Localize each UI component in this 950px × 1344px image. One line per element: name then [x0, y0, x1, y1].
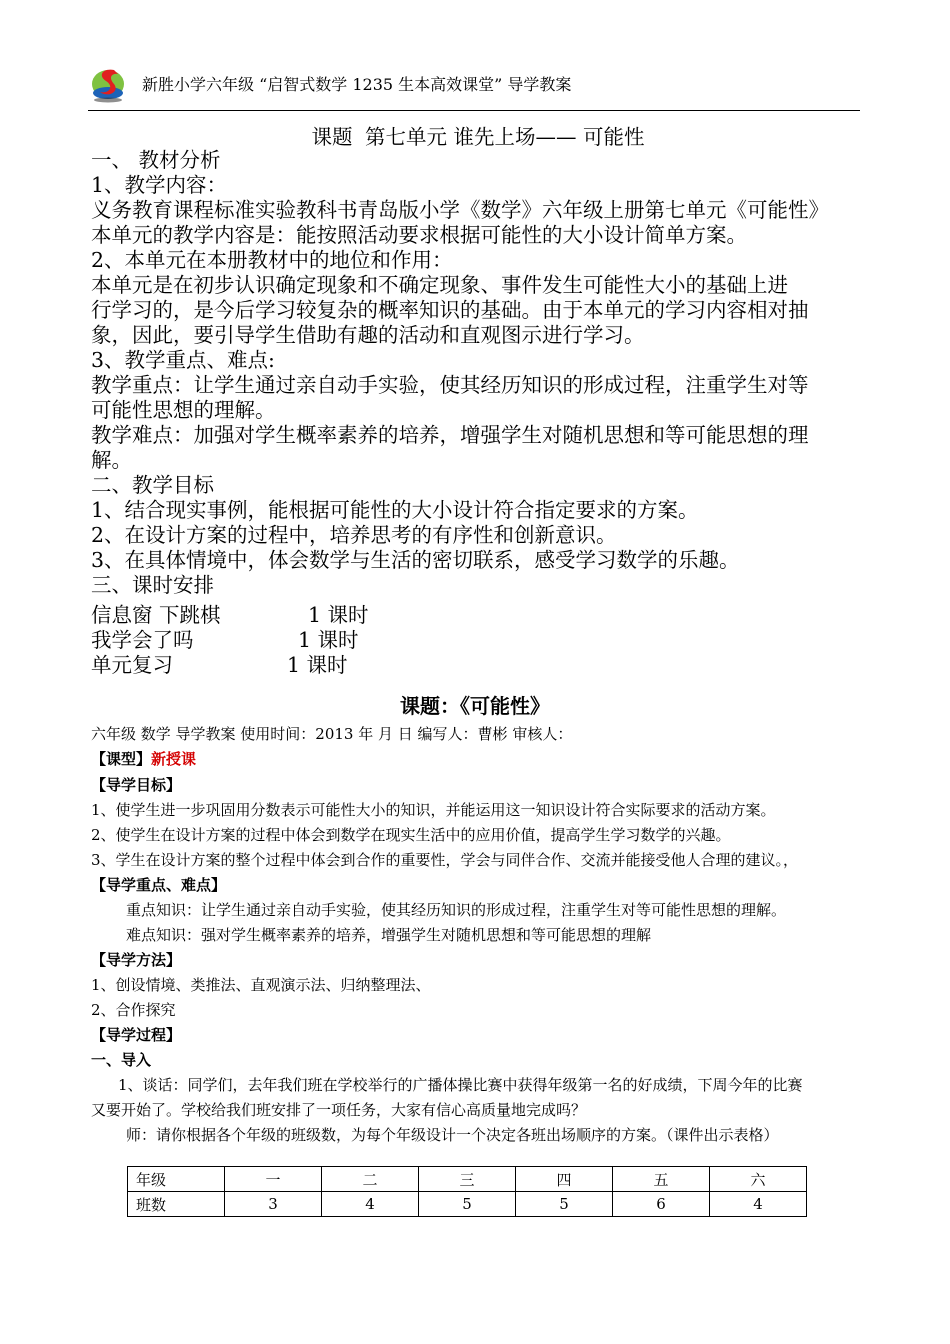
- table-cell: 3: [225, 1192, 322, 1217]
- text-line: 2、在设计方案的过程中，培养思考的有序性和创新意识。: [91, 523, 617, 547]
- goal-line: 3、学生在设计方案的整个过程中体会到合作的重要性，学会与同伴合作、交流并能接受他人合理的建议。，: [91, 851, 799, 869]
- table-cell: 一: [225, 1167, 322, 1192]
- lesson-type-label: 【课型】: [91, 750, 152, 768]
- schedule-item: 我学会了吗: [91, 628, 194, 652]
- text-line: 教学重点：让学生通过亲自动手实验，使其经历知识的形成过程，注重学生对等: [91, 373, 809, 397]
- header-text: 新胜小学六年级 “启智式数学 1235 生本高效课堂” 导学教案: [142, 75, 572, 94]
- intro-line: 师：请你根据各个年级的班级数，为每个年级设计一个决定各班出场顺序的方案。（课件出示表格）: [126, 1126, 779, 1144]
- goal-line: 1、使学生进一步巩固用分数表示可能性大小的知识，并能运用这一知识设计符合实际要求的活动方案。: [91, 801, 776, 819]
- process-heading: 【导学过程】: [91, 1026, 182, 1044]
- table-cell: 4: [710, 1192, 807, 1217]
- text-line: 1、结合现实事例，能根据可能性的大小设计符合指定要求的方案。: [91, 498, 699, 522]
- table-cell: 年级: [128, 1167, 225, 1192]
- text-line: 3、教学重点、难点:: [91, 348, 275, 372]
- text-line: 3、在具体情境中，体会数学与生活的密切联系，感受学习数学的乐趣。: [91, 548, 740, 572]
- methods-heading: 【导学方法】: [91, 951, 182, 969]
- table-row: [128, 1167, 807, 1192]
- lesson2-meta: 六年级 数学 导学教案 使用时间：2013 年 月 日 编写人：曹彬 审核人：: [91, 725, 573, 743]
- key-point-line: 重点知识：让学生通过亲自动手实验，使其经历知识的形成过程，注重学生对等可能性思想的理解。: [126, 901, 787, 919]
- lesson-type-row: [91, 748, 196, 769]
- lesson-type-value: 新授课: [151, 750, 197, 768]
- lesson2-title: 课题：《可能性》: [400, 694, 550, 718]
- text-line: 解。: [91, 448, 132, 472]
- text-line: 可能性思想的理解。: [91, 398, 276, 422]
- page-header: [88, 60, 860, 114]
- goals-heading: 【导学目标】: [91, 776, 182, 794]
- text-line: 本单元的教学内容是：能按照活动要求根据可能性的大小设计简单方案。: [91, 223, 747, 247]
- table-cell: 五: [613, 1167, 710, 1192]
- schedule-item: 信息窗 下跳棋: [91, 603, 221, 627]
- text-line: 一、 教材分析: [91, 148, 221, 172]
- table-cell: 4: [322, 1192, 419, 1217]
- table-cell: 5: [419, 1192, 516, 1217]
- table-cell: 二: [322, 1167, 419, 1192]
- table-cell: 三: [419, 1167, 516, 1192]
- schedule-hours: 1 课时: [308, 603, 369, 627]
- schedule-item: 单元复习: [91, 653, 173, 677]
- table-cell: 六: [710, 1167, 807, 1192]
- lesson1-title: [0, 120, 950, 150]
- text-line: 2、本单元在本册教材中的地位和作用：: [91, 248, 453, 272]
- method-line: 2、合作探究: [91, 1001, 176, 1019]
- intro-line: 1、谈话：同学们，去年我们班在学校举行的广播体操比赛中获得年级第一名的好成绩，下周今年的比赛: [118, 1076, 803, 1094]
- text-line: 象，因此，要引导学生借助有趣的活动和直观图示进行学习。: [91, 323, 645, 347]
- table-cell: 四: [516, 1167, 613, 1192]
- grade-class-table: [127, 1166, 807, 1217]
- section-intro-heading: 一、导入: [91, 1051, 152, 1069]
- goal-line: 2、使学生在设计方案的过程中体会到数学在现实生活中的应用价值，提高学生学习数学的兴趣。: [91, 826, 731, 844]
- table-cell: 5: [516, 1192, 613, 1217]
- method-line: 1、创设情境、类推法、直观演示法、归纳整理法、: [91, 976, 431, 994]
- table-cell: 班数: [128, 1192, 225, 1217]
- key-points-heading: 【导学重点、难点】: [91, 876, 227, 894]
- lesson1-title-prefix: 课题: [311, 125, 353, 149]
- text-line: 行学习的，是今后学习较复杂的概率知识的基础。由于本单元的学习内容相对抽: [91, 298, 809, 322]
- text-line: 本单元是在初步认识确定现象和不确定现象、事件发生可能性大小的基础上进: [91, 273, 788, 297]
- intro-line: 又要开始了。学校给我们班安排了一项任务，大家有信心高质量地完成吗？: [91, 1101, 587, 1119]
- school-logo-icon: [90, 64, 126, 104]
- table-row: [128, 1192, 807, 1217]
- schedule-hours: 1 课时: [298, 628, 359, 652]
- schedule-hours: 1 课时: [287, 653, 348, 677]
- text-line: 二、教学目标: [91, 473, 214, 497]
- header-rule: [88, 110, 860, 111]
- text-line: 教学难点：加强对学生概率素养的培养，增强学生对随机思想和等可能思想的理: [91, 423, 809, 447]
- text-line: 1、教学内容：: [91, 173, 228, 197]
- lesson1-title-main: 第七单元 谁先上场—— 可能性: [364, 125, 645, 149]
- table-cell: 6: [613, 1192, 710, 1217]
- text-line: 三、课时安排: [91, 573, 214, 597]
- difficult-point-line: 难点知识：强对学生概率素养的培养，增强学生对随机思想和等可能思想的理解: [126, 926, 652, 944]
- text-line: 义务教育课程标准实验教科书青岛版小学《数学》六年级上册第七单元《可能性》: [91, 198, 829, 222]
